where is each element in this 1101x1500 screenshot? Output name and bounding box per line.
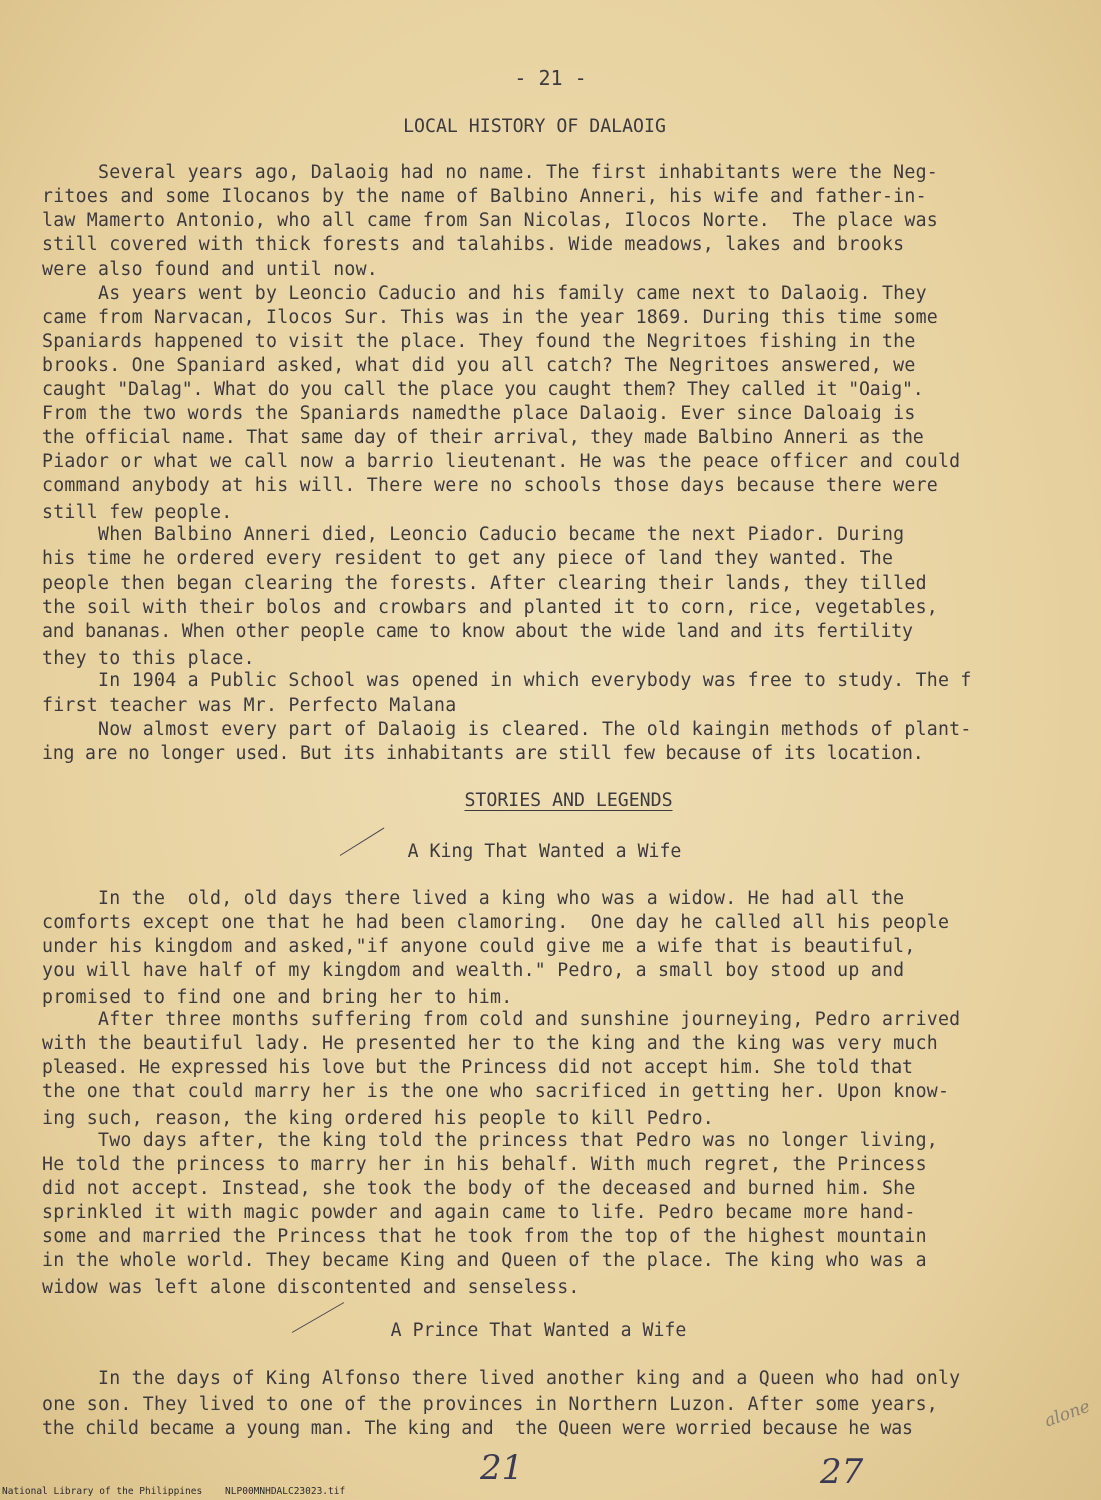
text-line: In the old, old days there lived a king who was a widow. He had all the [42,888,905,909]
story2-title: A Prince That Wanted a Wife [390,1320,687,1341]
text-line: caught "Dalag". What do you call the place you caught them? They called it "Oaig". [42,379,924,400]
text-line: After three months suffering from cold and sunshine journeying, Pedro arrived [42,1009,961,1030]
text-line: ing such, reason, the king ordered his people to kill Pedro. [42,1108,714,1129]
local-history-title: LOCAL HISTORY OF DALAOIG [403,116,666,137]
text-line: Two days after, the king told the princess that Pedro was no longer living, [42,1130,938,1151]
text-line: command anybody at his will. There were no schools those days because there were [42,475,938,496]
scan-footer: National Library of the Philippines NLP00MNHDALC23023.tif [2,1486,346,1497]
margin-note: alone [1041,1396,1093,1432]
handwritten-page-number: 21 [480,1448,524,1488]
text-line: his time he ordered every resident to get any piece of land they wanted. The [42,548,894,569]
text-line: brooks. One Spaniard asked, what did you all catch? The Negritoes answered, we [42,355,916,376]
text-line: one son. They lived to one of the provinces in Northern Luzon. After some years, [42,1394,938,1415]
text-line: ing are no longer used. But its inhabitants are still few because of its location. [42,743,924,764]
handwritten-page-number-alt: 27 [820,1452,864,1492]
text-line: some and married the Princess that he took from the top of the highest mountain [42,1226,927,1247]
text-line: the one that could marry her is the one who sacrificed in getting her. Upon know- [42,1081,950,1102]
text-line: and bananas. When other people came to know about the wide land and its fertility [42,621,913,642]
text-line: in the whole world. They became King and Queen of the place. The king who was a [42,1250,927,1271]
text-line: In the days of King Alfonso there lived another king and a Queen who had only [42,1368,961,1389]
text-line: the child became a young man. The king and the Queen were worried because he was [42,1418,913,1439]
text-line: with the beautiful lady. He presented her to the king and the king was very much [42,1033,938,1054]
stories-heading: STORIES AND LEGENDS [464,790,673,811]
text-line: In 1904 a Public School was opened in which everybody was free to study. The f [42,670,972,691]
text-line: the soil with their bolos and crowbars and planted it to corn, rice, vegetables, [42,597,938,618]
text-line: When Balbino Anneri died, Leoncio Caducio became the next Piador. During [42,524,905,545]
text-line: they to this place. [42,648,255,669]
page-number: - 21 - [514,66,587,90]
text-line: under his kingdom and asked,"if anyone could give me a wife that is beautiful, [42,936,916,957]
text-line: ritoes and some Ilocanos by the name of Balbino Anneri, his wife and father-in- [42,186,927,207]
text-line: did not accept. Instead, she took the body of the deceased and burned him. She [42,1178,916,1199]
text-line: people then began clearing the forests. After clearing their lands, they tilled [42,573,927,594]
text-line: you will have half of my kingdom and wealth." Pedro, a small boy stood up and [42,960,905,981]
text-line: As years went by Leoncio Caducio and his family came next to Dalaoig. They [42,283,927,304]
text-line: comforts except one that he had been clamoring. One day he called all his people [42,912,950,933]
text-line: were also found and until now. [42,259,378,280]
text-line: still few people. [42,502,233,523]
text-line: Several years ago, Dalaoig had no name. The first inhabitants were the Neg- [42,162,938,183]
text-line: sprinkled it with magic powder and again came to life. Pedro became more hand- [42,1202,916,1223]
text-line: law Mamerto Antonio, who all came from San Nicolas, Ilocos Norte. The place was [42,210,938,231]
text-line: Piador or what we call now a barrio lieutenant. He was the peace officer and could [42,451,961,472]
story1-title: A King That Wanted a Wife [407,841,682,862]
text-line: pleased. He expressed his love but the Princess did not accept him. She told that [42,1057,913,1078]
text-line: still covered with thick forests and talahibs. Wide meadows, lakes and brooks [42,234,905,255]
text-line: He told the princess to marry her in his behalf. With much regret, the Princess [42,1154,927,1175]
text-line: the official name. That same day of their arrival, they made Balbino Anneri as the [42,427,924,448]
text-line: came from Narvacan, Ilocos Sur. This was in the year 1869. During this time some [42,307,938,328]
text-line: widow was left alone discontented and senseless. [42,1277,580,1298]
text-line: From the two words the Spaniards namedthe place Dalaoig. Ever since Daloaig is [42,403,916,424]
text-line: promised to find one and bring her to him. [42,987,513,1008]
text-line: first teacher was Mr. Perfecto Malana [42,695,457,716]
text-line: Now almost every part of Dalaoig is cleared. The old kaingin methods of plant- [42,719,972,740]
text-line: Spaniards happened to visit the place. They found the Negritoes fishing in the [42,331,916,352]
